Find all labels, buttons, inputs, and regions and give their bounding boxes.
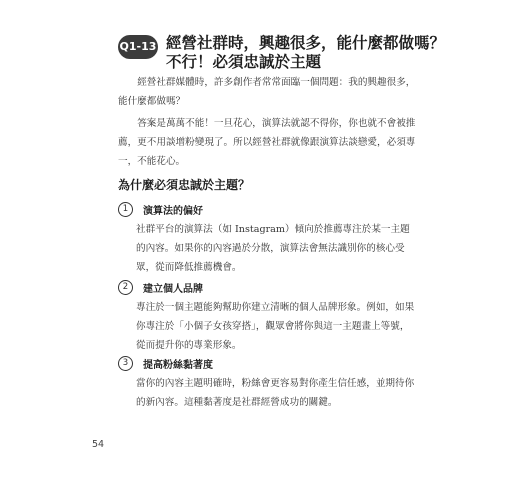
intro-paragraph-2: 答案是萬萬不能！一旦花心，演算法就認不得你，你也就不會被推薦，更不用談增粉變現了。所以經營社群就像跟演算法談戀愛，必須專一，不能花心。: [118, 118, 416, 167]
item-3-number: 3: [118, 356, 133, 371]
item-2-heading: [118, 280, 203, 295]
item-3-body: 當你的內容主題明確時，粉絲會更容易對你產生信任感，並期待你的新內容。這種黏著度是社群經營成功的關鍵。: [136, 378, 415, 408]
page-number: 54: [92, 439, 105, 450]
item-1-body: 社群平台的演算法（如 Instagram）傾向於推薦專注於某一主題的內容。如果你的內容過於分散，演算法會無法識別你的核心受眾，從而降低推薦機會。: [136, 224, 410, 273]
section-heading: 為什麼必須忠誠於主題？: [118, 178, 251, 192]
item-2-title: 建立個人品牌: [143, 284, 203, 295]
intro-paragraph-1: 經營社群媒體時，許多創作者常常面臨一個問題：我的興趣很多，能什麼都做嗎？: [118, 77, 416, 107]
item-3-title: 提高粉絲黏著度: [143, 360, 213, 371]
page-title-line-1: 經營社群時，興趣很多，能什麼都做嗎？: [166, 34, 446, 52]
item-3-heading: [118, 356, 213, 371]
item-1-title: 演算法的偏好: [143, 206, 203, 217]
page-title-line-2: 不行！必須忠誠於主題: [166, 53, 322, 71]
item-2-number: 2: [118, 280, 133, 295]
item-2-body: 專注於一個主題能夠幫助你建立清晰的個人品牌形象。例如，如果你專注於「小個子女孩穿搭」，觀眾會將你與這一主題畫上等號，從而提升你的專業形象。: [136, 302, 415, 351]
item-1-number: 1: [118, 202, 133, 217]
item-1-heading: [118, 202, 203, 217]
question-badge: Q1-13: [118, 35, 158, 59]
